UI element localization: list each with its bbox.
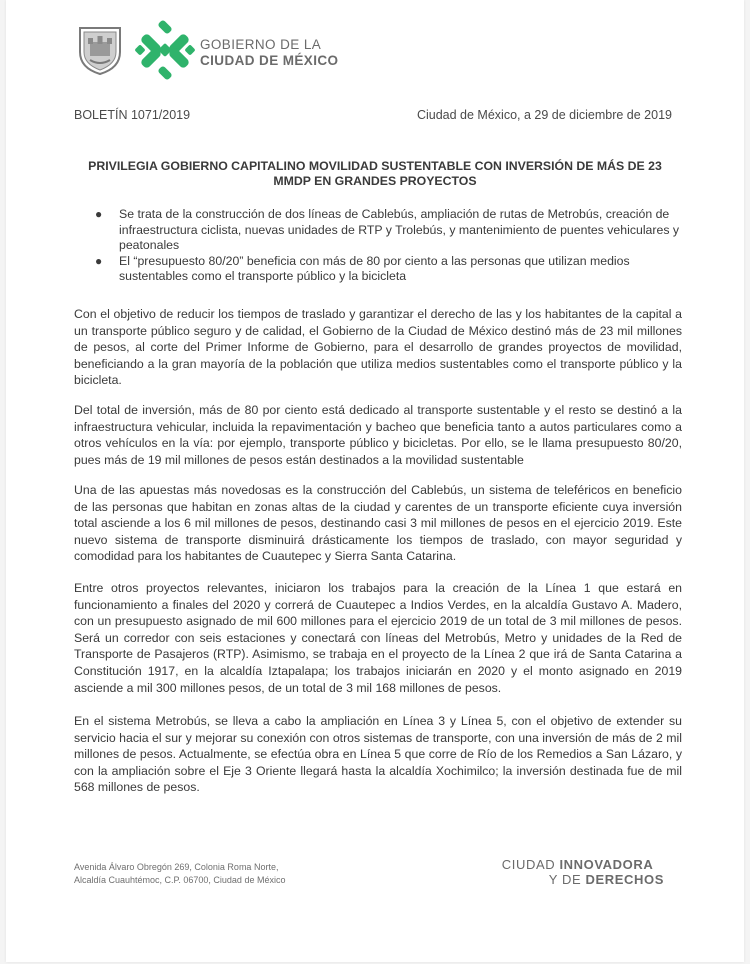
summary-bullets xyxy=(91,207,691,285)
footer-address xyxy=(74,861,285,887)
bullet-text: Se trata de la construcción de dos líneas de Cablebús, ampliación de rutas de Metrobús, creación de infraestructura ciclista, nuevas unidades de RTP y Trolebús, y mantenimiento de puentes vehiculares y peatonales xyxy=(119,207,680,253)
address-line-2: Alcaldía Cuauhtémoc, C.P. 06700, Ciudad de México xyxy=(74,875,286,885)
paragraph-5: En el sistema Metrobús, se lleva a cabo la ampliación en Línea 3 y Línea 5, con el objetivo de extender su servicio hacia el sur y mejorar su conexión con otros sistemas de transporte, con una inversión de más de 2 mil millones de pesos. Actualmente, se efectúa obra en Línea 5 que corre de Río de los Remedios a San Lázaro, y con la ampliación sobre el Eje 3 Oriente llegará hasta la alcaldía Xochimilco; la inversión destinada fue de mil 568 millones de pesos. xyxy=(74,714,682,795)
coat-of-arms-icon xyxy=(72,22,128,78)
slogan-bold-1: INNOVADORA xyxy=(559,857,654,872)
paragraph-3: Una de las apuestas más novedosas es la construcción del Cablebús, un sistema de teleféricos en beneficio de las personas que habitan en zonas altas de la ciudad y carentes de un transporte eficiente cuya inversión total asciende a los 6 mil millones de pesos, destinando casi 3 mil millones de pesos en el ejercicio 2019. Este nuevo sistema de transporte disminuirá drásticamente los tiempos de traslado, con mayor seguridad y comodidad para los habitantes de Cuautepec y Sierra Santa Catarina. xyxy=(74,483,682,564)
headline: PRIVILEGIA GOBIERNO CAPITALINO MOVILIDAD SUSTENTABLE CON INVERSIÓN DE MÁS DE 23 MMDP EN GRANDES PROYECTOS xyxy=(88,159,662,188)
logo-line-1: GOBIERNO DE LA xyxy=(200,37,322,52)
government-logo-text xyxy=(200,37,338,69)
cdmx-logo-icon xyxy=(134,19,196,81)
footer-slogan xyxy=(502,857,664,887)
bullet-item xyxy=(91,254,691,285)
bullet-item xyxy=(91,207,691,254)
slogan-light-2: Y DE xyxy=(548,872,586,887)
bullet-text: El “presupuesto 80/20” beneficia con más de 80 por ciento a las personas que utilizan medios sustentables como el transporte público y la bicicleta xyxy=(119,253,630,284)
logo-line-2: CIUDAD DE MÉXICO xyxy=(200,53,339,68)
document-page xyxy=(6,0,744,962)
slogan-light-1: CIUDAD xyxy=(501,857,560,872)
slogan-bold-2: DERECHOS xyxy=(585,872,664,887)
address-line-1: Avenida Álvaro Obregón 269, Colonia Roma Norte, xyxy=(74,862,279,872)
bullet-dot-icon: ● xyxy=(95,207,103,221)
paragraph-2: Del total de inversión, más de 80 por ciento está dedicado al transporte sustentable y el resto se destinó a la infraestructura vehicular, incluida la repavimentación y bacheo que beneficia tanto a autos particulares como a otros vehículos en la vía: por ejemplo, transporte público y bicicletas. Por ello, se le llama presupuesto 80/20, pues más de 19 mil millones de pesos están destinados a la movilidad sustentable xyxy=(74,403,682,467)
bullet-dot-icon: ● xyxy=(95,253,103,268)
paragraph-1: Con el objetivo de reducir los tiempos de traslado y garantizar el derecho de las y los habitantes de la capital a un transporte público seguro y de calidad, el Gobierno de la Ciudad de México destinó más de 23 mil millones de pesos, al corte del Primer Informe de Gobierno, para el desarrollo de grandes proyectos de movilidad, beneficiando a la gran mayoría de la población que utiliza medios sustentables como el transporte público y la bicicleta. xyxy=(74,307,682,388)
paragraph-4: Entre otros proyectos relevantes, iniciaron los trabajos para la creación de la Línea 1 que estará en funcionamiento a finales del 2020 y correrá de Cuautepec a Indios Verdes, en la alcaldía Gustavo A. Madero, con un presupuesto asignado de mil 600 millones para el ejercicio 2019 de un total de 3 mil millones de pesos. Será un corredor con seis estaciones y conectará con líneas del Metrobús, Metro y unidades de la Red de Transporte de Pasajeros (RTP). Asimismo, se trabaja en el proyecto de la Línea 2 que irá de Santa Catarina a Constitución 1917, en la alcaldía Iztapalapa; los trabajos iniciarán en 2020 y el monto asignado en 2019 asciende a mil 300 millones pesos, de un total de 3 mil 168 millones de pesos. xyxy=(74,581,682,695)
bulletin-number: BOLETÍN 1071/2019 xyxy=(74,108,191,122)
bulletin-date: Ciudad de México, a 29 de diciembre de 2019 xyxy=(416,108,672,122)
